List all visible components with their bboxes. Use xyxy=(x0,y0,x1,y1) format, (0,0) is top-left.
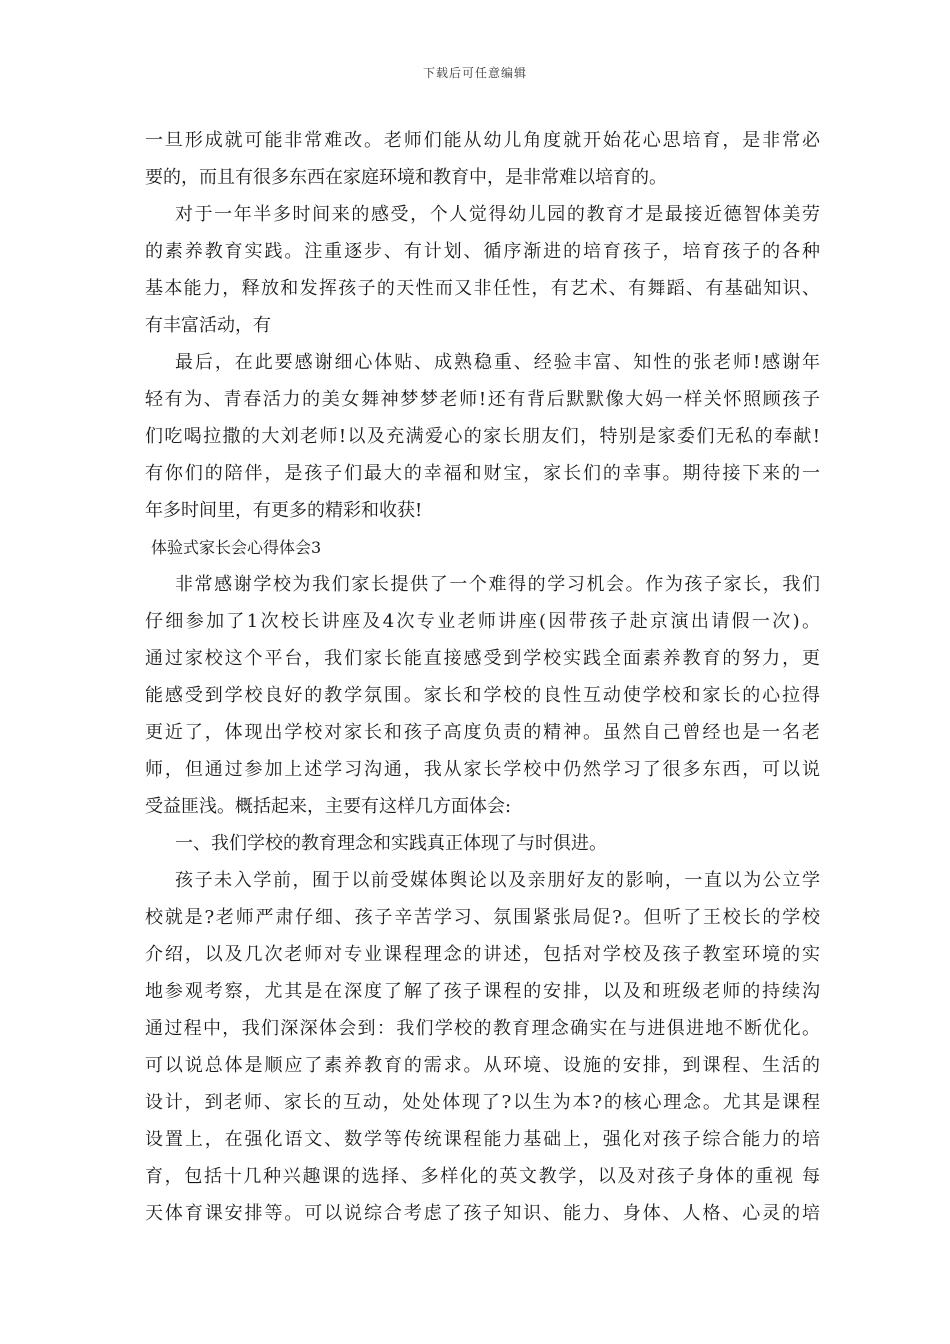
text-line: 仔细参加了1次校长讲座及4次专业老师讲座(因带孩子赴京演出请假一次)。 xyxy=(145,611,820,632)
text-line: 能感受到学校良好的教学氛围。家长和学校的良性互动使学校和家长的心拉得 xyxy=(145,685,820,706)
subheading-line: 一、我们学校的教育理念和实践真正体现了与时俱进。 xyxy=(175,833,607,854)
text-line: 可以说总体是顺应了素养教育的需求。从环境、设施的安排，到课程、生活的 xyxy=(145,1055,820,1076)
text-line: 非常感谢学校为我们家长提供了一个难得的学习机会。作为孩子家长，我们 xyxy=(175,574,820,595)
text-line: 有你们的陪伴，是孩子们最大的幸福和财宝，家长们的幸事。期待接下来的一 xyxy=(145,463,820,484)
text-line: 受益匪浅。概括起来，主要有这样几方面体会: xyxy=(145,796,512,817)
page-header: 下载后可任意编辑 xyxy=(422,66,527,80)
text-line: 地参观考察，尤其是在深度了解了孩子课程的安排，以及和班级老师的持续沟 xyxy=(145,981,820,1002)
text-line: 基本能力，释放和发挥孩子的天性而又非任性，有艺术、有舞蹈、有基础知识、 xyxy=(145,278,820,299)
text-line: 对于一年半多时间来的感受，个人觉得幼儿园的教育才是最接近德智体美劳 xyxy=(175,204,820,225)
text-line: 最后，在此要感谢细心体贴、成熟稳重、经验丰富、知性的张老师!感谢年 xyxy=(175,352,820,373)
text-line: 孩子未入学前，囿于以前受媒体舆论以及亲朋好友的影响，一直以为公立学 xyxy=(175,870,820,891)
text-line: 设置上，在强化语文、数学等传统课程能力基础上，强化对孩子综合能力的培 xyxy=(145,1129,820,1150)
text-line: 天体育课安排等。可以说综合考虑了孩子知识、能力、身体、人格、心灵的培 xyxy=(145,1203,820,1224)
text-line: 轻有为、青春活力的美女舞神梦梦老师!还有背后默默像大妈一样关怀照顾孩子 xyxy=(145,389,820,410)
text-line: 更近了，体现出学校对家长和孩子高度负责的精神。虽然自己曾经也是一名老 xyxy=(145,722,820,743)
text-line: 通过程中，我们深深体会到：我们学校的教育理念确实在与进俱进地不断优化。 xyxy=(145,1018,820,1039)
text-line: 师，但通过参加上述学习沟通，我从家长学校中仍然学习了很多东西，可以说 xyxy=(145,759,820,780)
text-line: 们吃喝拉撒的大刘老师!以及充满爱心的家长朋友们，特别是家委们无私的奉献! xyxy=(145,426,820,447)
text-line: 通过家校这个平台，我们家长能直接感受到学校实践全面素养教育的努力，更 xyxy=(145,648,820,669)
text-line: 的素养教育实践。注重逐步、有计划、循序渐进的培育孩子，培育孩子的各种 xyxy=(145,241,820,262)
text-line: 育，包括十几种兴趣课的选择、多样化的英文教学，以及对孩子身体的重视 每 xyxy=(145,1166,820,1187)
text-line: 要的，而且有很多东西在家庭环境和教育中，是非常难以培育的。 xyxy=(145,167,667,188)
text-line: 校就是?老师严肃仔细、孩子辛苦学习、氛围紧张局促?。但听了王校长的学校 xyxy=(145,907,820,928)
text-line: 设计，到老师、家长的互动，处处体现了?以生为本?的核心理念。尤其是课程 xyxy=(145,1092,820,1113)
text-line: 有丰富活动，有 xyxy=(145,315,271,336)
text-line: 一旦形成就可能非常难改。老师们能从幼儿角度就开始花心思培育，是非常必 xyxy=(145,130,820,151)
text-line: 年多时间里，有更多的精彩和收获! xyxy=(145,500,423,521)
text-line: 介绍，以及几次老师对专业课程理念的讲述，包括对学校及孩子教室环境的实 xyxy=(145,944,820,965)
document-body xyxy=(145,122,820,1232)
section-heading: 体验式家长会心得体会3 xyxy=(151,538,322,557)
